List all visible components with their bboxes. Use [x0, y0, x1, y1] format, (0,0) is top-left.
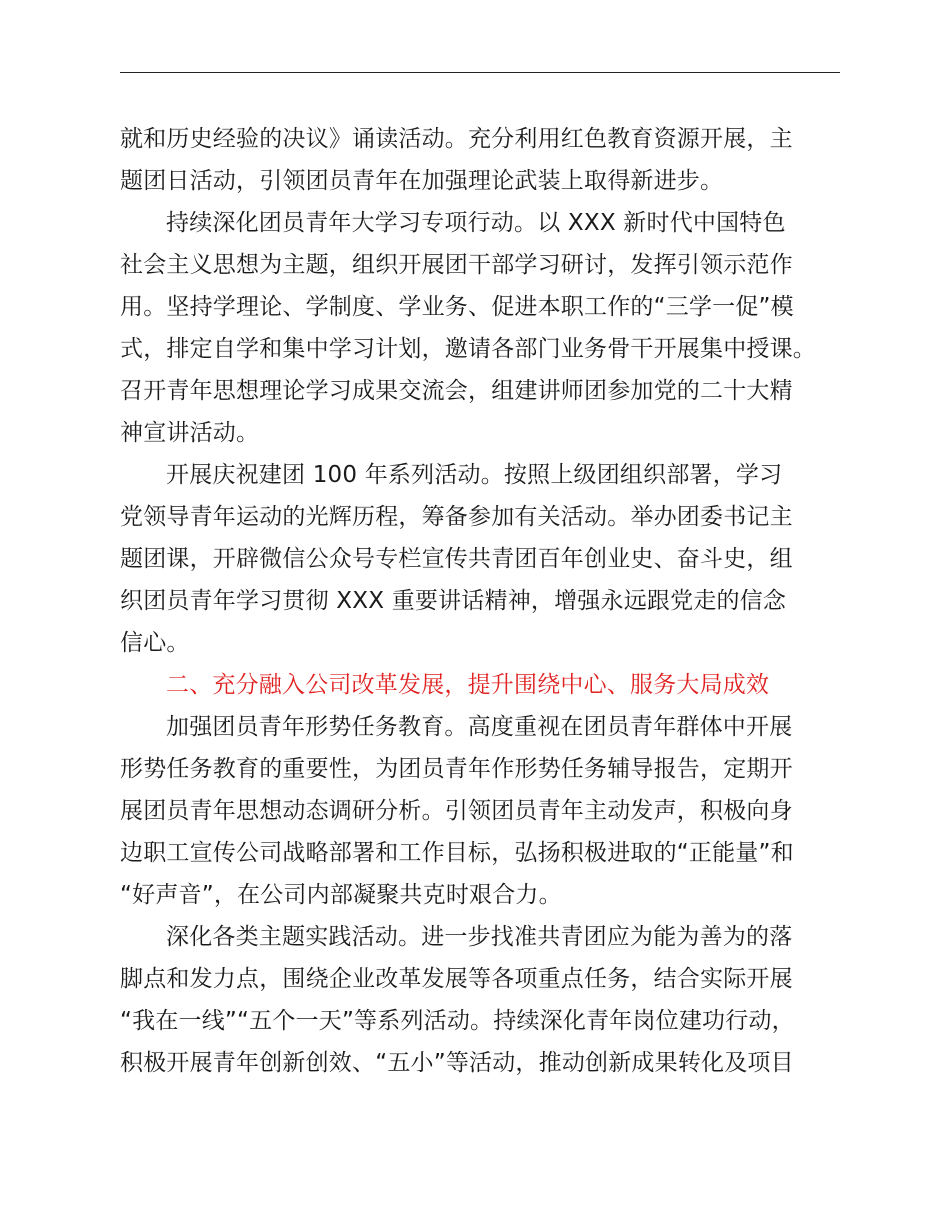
document-body — [120, 118, 842, 1084]
body-line: “我在一线”“五个一天”等系列活动。持续深化青年岗位建功行动， — [120, 1008, 795, 1034]
body-line: 积极开展青年创新创效、“五小”等活动，推动创新成果转化及项目 — [120, 1050, 794, 1076]
body-line: 展团员青年思想动态调研分析。引领团员青年主动发声，积极向身 — [120, 798, 793, 824]
body-line: 神宣讲活动。 — [120, 420, 260, 446]
body-line: 题团日活动，引领团员青年在加强理论武装上取得新进步。 — [120, 168, 724, 194]
body-line: 信心。 — [120, 630, 190, 656]
body-line: 式，排定自学和集中学习计划，邀请各部门业务骨干开展集中授课。 — [120, 336, 816, 362]
body-line: 社会主义思想为主题，组织开展团干部学习研讨，发挥引领示范作 — [120, 252, 793, 278]
body-line: 织团员青年学习贯彻 XXX 重要讲话精神，增强永远跟党走的信念 — [120, 588, 787, 614]
body-line: 党领导青年运动的光辉历程，筹备参加有关活动。举办团委书记主 — [120, 504, 793, 530]
body-line: “好声音”，在公司内部凝聚共克时艰合力。 — [120, 882, 562, 908]
paragraph-start-line: 加强团员青年形势任务教育。高度重视在团员青年群体中开展 — [166, 714, 793, 740]
body-line: 题团课，开辟微信公众号专栏宣传共青团百年创业史、奋斗史，组 — [120, 546, 793, 572]
header-rule — [120, 72, 840, 73]
body-line: 就和历史经验的决议》诵读活动。充分利用红色教育资源开展，主 — [120, 126, 793, 152]
body-line: 边职工宣传公司战略部署和工作目标，弘扬积极进取的“正能量”和 — [120, 840, 794, 866]
body-line: 召开青年思想理论学习成果交流会，组建讲师团参加党的二十大精 — [120, 378, 793, 404]
body-line: 脚点和发力点，围绕企业改革发展等各项重点任务，结合实际开展 — [120, 966, 793, 992]
body-line: 用。坚持学理论、学制度、学业务、促进本职工作的“三学一促”模 — [120, 294, 794, 320]
section-heading: 二、充分融入公司改革发展，提升围绕中心、服务大局成效 — [166, 672, 770, 698]
paragraph-start-line: 持续深化团员青年大学习专项行动。以 XXX 新时代中国特色 — [166, 210, 786, 236]
paragraph-start-line: 深化各类主题实践活动。进一步找准共青团应为能为善为的落 — [166, 924, 793, 950]
paragraph-start-line: 开展庆祝建团 100 年系列活动。按照上级团组织部署，学习 — [166, 462, 783, 488]
body-line: 形势任务教育的重要性，为团员青年作形势任务辅导报告，定期开 — [120, 756, 793, 782]
